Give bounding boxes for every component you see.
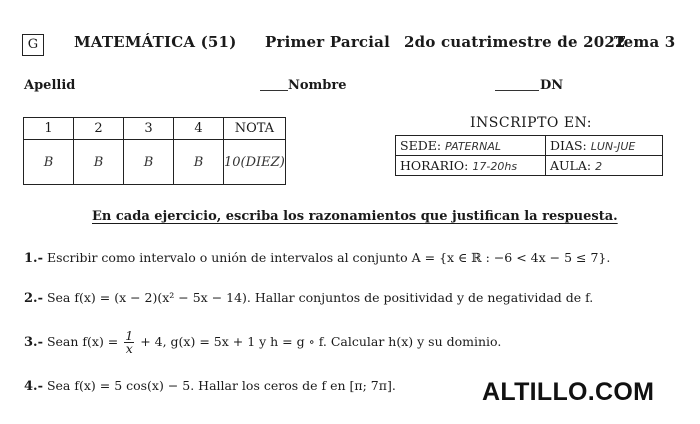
- subject-title: MATEMÁTICA (51): [74, 33, 237, 51]
- tema-letter-box: G: [22, 34, 44, 56]
- exercise-text-post: + 4, g(x) = 5x + 1 y h = g ∘ f. Calcular h(x) y su dominio.: [140, 334, 502, 349]
- grade-header: 2: [74, 118, 124, 140]
- dni-label: DN: [540, 78, 564, 93]
- exercise-text: Escribir como intervalo o unión de intervalos al conjunto A = {x ∈ ℝ : −6 < 4x − 5 ≤ 7}.: [46, 250, 611, 265]
- apellido-label: Apellid: [24, 78, 76, 93]
- fraction-denominator: x: [125, 341, 133, 356]
- exercise-text: Sea f(x) = (x − 2)(x² − 5x − 14). Hallar conjuntos de positividad y de negatividad de f.: [46, 290, 594, 305]
- aula-value: 2: [595, 160, 603, 173]
- grade-header: 3: [124, 118, 174, 140]
- nombre-blank: [260, 90, 288, 91]
- grade-value: B: [124, 140, 174, 185]
- fraction: [124, 330, 134, 355]
- exercise-text: Sea f(x) = 5 cos(x) − 5. Hallar los ceros de f en [π; 7π].: [46, 378, 396, 393]
- exercise-text-pre: Sean f(x) =: [46, 334, 119, 349]
- aula-label: AULA:: [550, 158, 592, 173]
- exercise-2: [24, 290, 593, 306]
- exercise-number: 4.-: [24, 379, 43, 394]
- grades-table: [23, 117, 286, 185]
- exercise-number: 2.-: [24, 291, 43, 306]
- dias-cell: [546, 136, 663, 156]
- tema-label: Tema 3: [614, 33, 676, 51]
- term-label: 2do cuatrimestre de 2022: [404, 33, 626, 51]
- exercise-3: [24, 330, 501, 355]
- grade-value: B: [74, 140, 124, 185]
- grade-header-nota: NOTA: [224, 118, 286, 140]
- nombre-label: Nombre: [288, 78, 347, 93]
- grade-header: 4: [174, 118, 224, 140]
- fraction-numerator: 1: [125, 328, 134, 343]
- horario-label: HORARIO:: [400, 158, 469, 173]
- grade-value: B: [24, 140, 74, 185]
- exercise-1: [24, 250, 610, 266]
- watermark-logo: ALTILLO.COM: [482, 378, 655, 406]
- sede-label: SEDE:: [400, 138, 442, 153]
- inscripto-title: INSCRIPTO EN:: [470, 115, 593, 131]
- dias-label: DIAS:: [550, 138, 587, 153]
- aula-cell: [546, 156, 663, 176]
- sede-value: PATERNAL: [445, 140, 502, 153]
- exam-title: Primer Parcial: [265, 33, 390, 51]
- exercise-4: [24, 378, 396, 394]
- inscripto-table: [395, 135, 663, 176]
- instructions: En cada ejercicio, escriba los razonamientos que justifican la respuesta.: [92, 209, 618, 224]
- dni-blank: [495, 90, 539, 91]
- exercise-number: 3.-: [24, 335, 43, 350]
- sede-cell: [396, 136, 546, 156]
- nota-value: 10(DIEZ): [224, 140, 286, 185]
- exercise-number: 1.-: [24, 251, 43, 266]
- grade-value: B: [174, 140, 224, 185]
- horario-cell: [396, 156, 546, 176]
- dias-value: LUN-JUE: [590, 140, 636, 153]
- grade-header: 1: [24, 118, 74, 140]
- horario-value: 17-20hs: [472, 160, 518, 173]
